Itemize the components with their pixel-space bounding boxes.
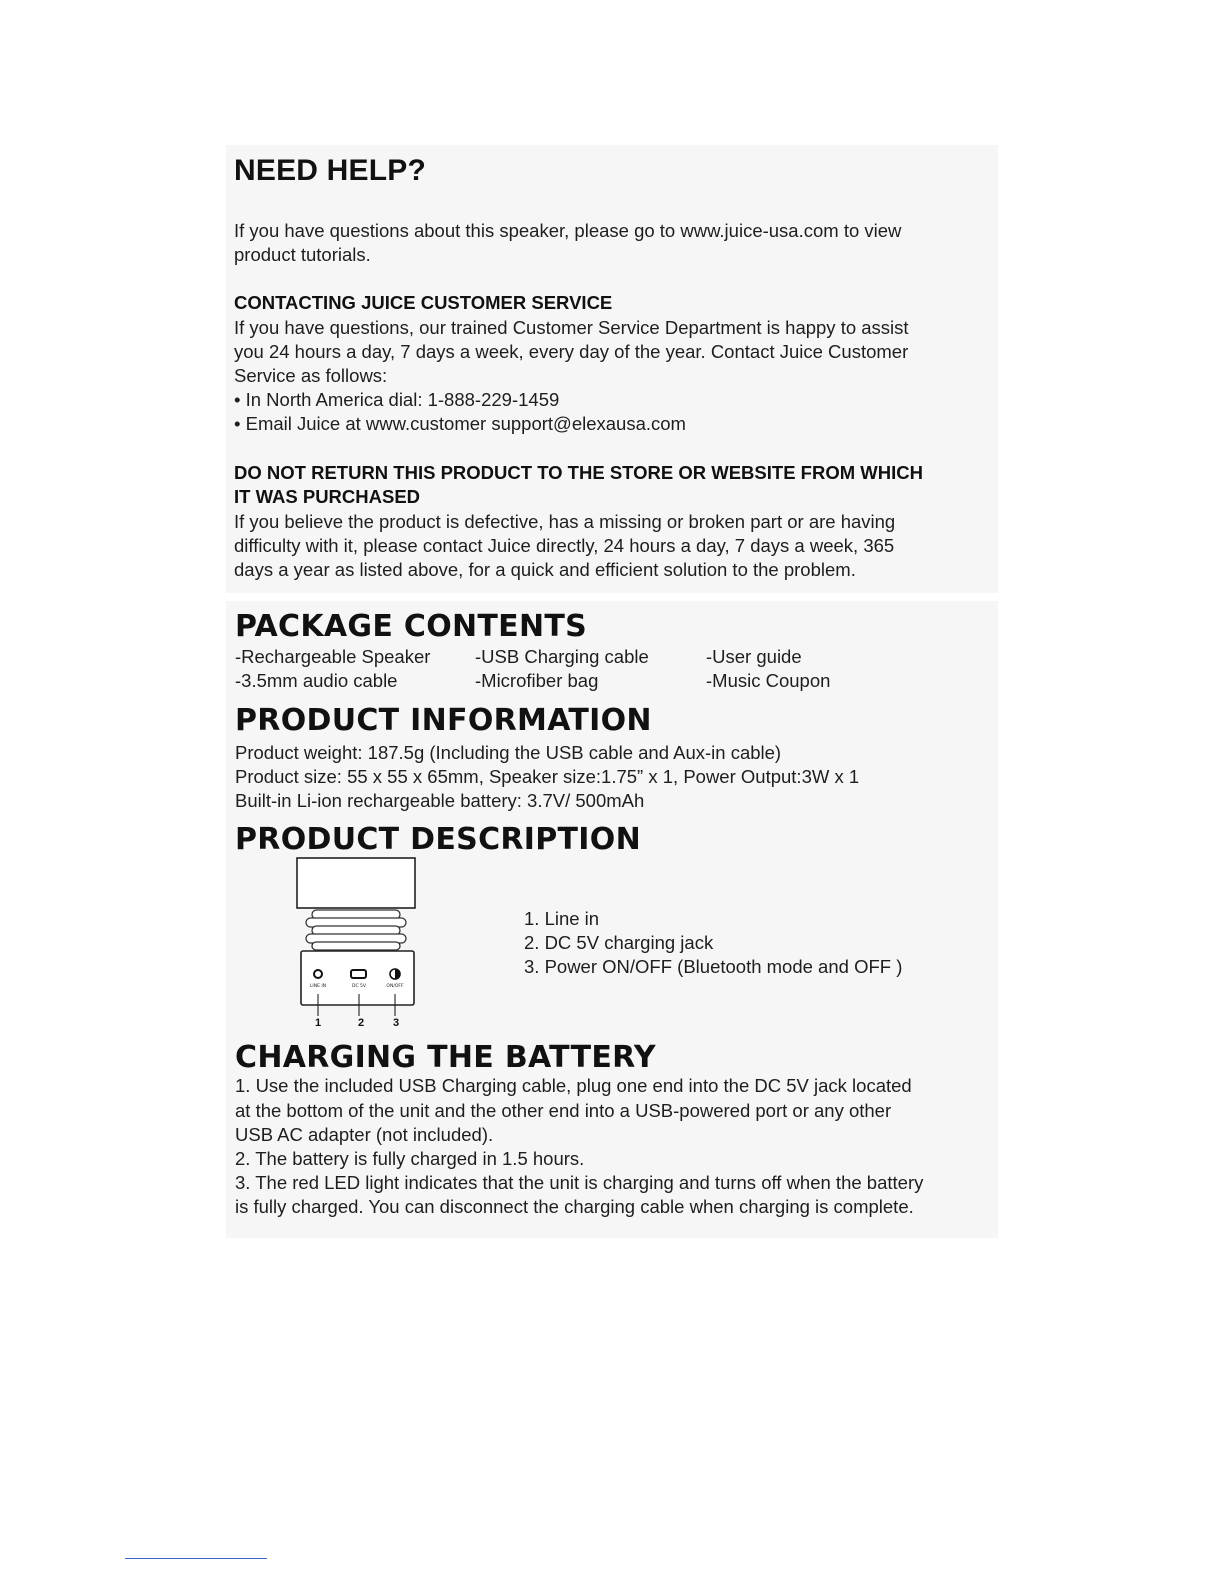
callout-number: 1 [314,1017,322,1029]
product-size: Product size: 55 x 55 x 65mm, Speaker size:1.75” x 1, Power Output:3W x 1 [235,766,860,787]
speaker-diagram [290,854,430,1030]
do-not-return-heading-1: DO NOT RETURN THIS PRODUCT TO THE STORE OR WEBSITE FROM WHICH [234,462,923,483]
do-not-return-line-3: days a year as listed above, for a quick and efficient solution to the problem. [234,559,856,580]
product-information-title: PRODUCT INFORMATION [235,703,652,738]
product-weight: Product weight: 187.5g (Including the USB cable and Aux-in cable) [235,742,782,763]
footnote-rule [125,1558,267,1559]
customer-service-line-3: Service as follows: [234,365,388,386]
charging-line-6: is fully charged. You can disconnect the charging cable when charging is complete. [235,1196,914,1217]
customer-service-line-2: you 24 hours a day, 7 days a week, every day of the year. Contact Juice Customer [234,341,909,362]
port-label: LINE IN [309,984,327,989]
product-battery: Built-in Li-ion rechargeable battery: 3.7V/ 500mAh [235,790,645,811]
description-item-2: 2. DC 5V charging jack [524,932,714,953]
package-item: -User guide [706,646,802,667]
product-description-title: PRODUCT DESCRIPTION [235,822,641,857]
do-not-return-line-2: difficulty with it, please contact Juice directly, 24 hours a day, 7 days a week, 365 [234,535,895,556]
charging-line-2: at the bottom of the unit and the other end into a USB-powered port or any other [235,1100,892,1121]
need-help-line-1: If you have questions about this speaker, please go to www.juice-usa.com to view [234,220,902,241]
charging-line-5: 3. The red LED light indicates that the unit is charging and turns off when the battery [235,1172,924,1193]
package-item: -Music Coupon [706,670,831,691]
charging-line-3: USB AC adapter (not included). [235,1124,494,1145]
do-not-return-heading-2: IT WAS PURCHASED [234,486,421,507]
need-help-title: NEED HELP? [234,154,427,187]
callout-number: 2 [357,1017,365,1029]
package-item: -Rechargeable Speaker [235,646,431,667]
package-item: -Microfiber bag [475,670,599,691]
callout-number: 3 [392,1017,400,1029]
need-help-line-2: product tutorials. [234,244,371,265]
description-item-3: 3. Power ON/OFF (Bluetooth mode and OFF ) [524,956,903,977]
customer-service-line-1: If you have questions, our trained Customer Service Department is happy to assist [234,317,909,338]
speaker-bellows [306,910,406,950]
charging-line-4: 2. The battery is fully charged in 1.5 hours. [235,1148,585,1169]
do-not-return-line-1: If you believe the product is defective, has a missing or broken part or are having [234,511,896,532]
speaker-top-cap [297,858,415,908]
customer-service-heading: CONTACTING JUICE CUSTOMER SERVICE [234,292,613,313]
charging-line-1: 1. Use the included USB Charging cable, plug one end into the DC 5V jack located [235,1075,912,1096]
package-contents-title: PACKAGE CONTENTS [235,609,588,644]
port-label: DC 5V [352,984,366,989]
description-item-1: 1. Line in [524,908,600,929]
contact-phone: • In North America dial: 1-888-229-1459 [234,389,560,410]
port-label: ON/OFF [386,984,404,989]
package-item: -USB Charging cable [475,646,649,667]
package-item: -3.5mm audio cable [235,670,398,691]
charging-title: CHARGING THE BATTERY [235,1040,656,1075]
contact-email: • Email Juice at www.customer support@elexausa.com [234,413,686,434]
